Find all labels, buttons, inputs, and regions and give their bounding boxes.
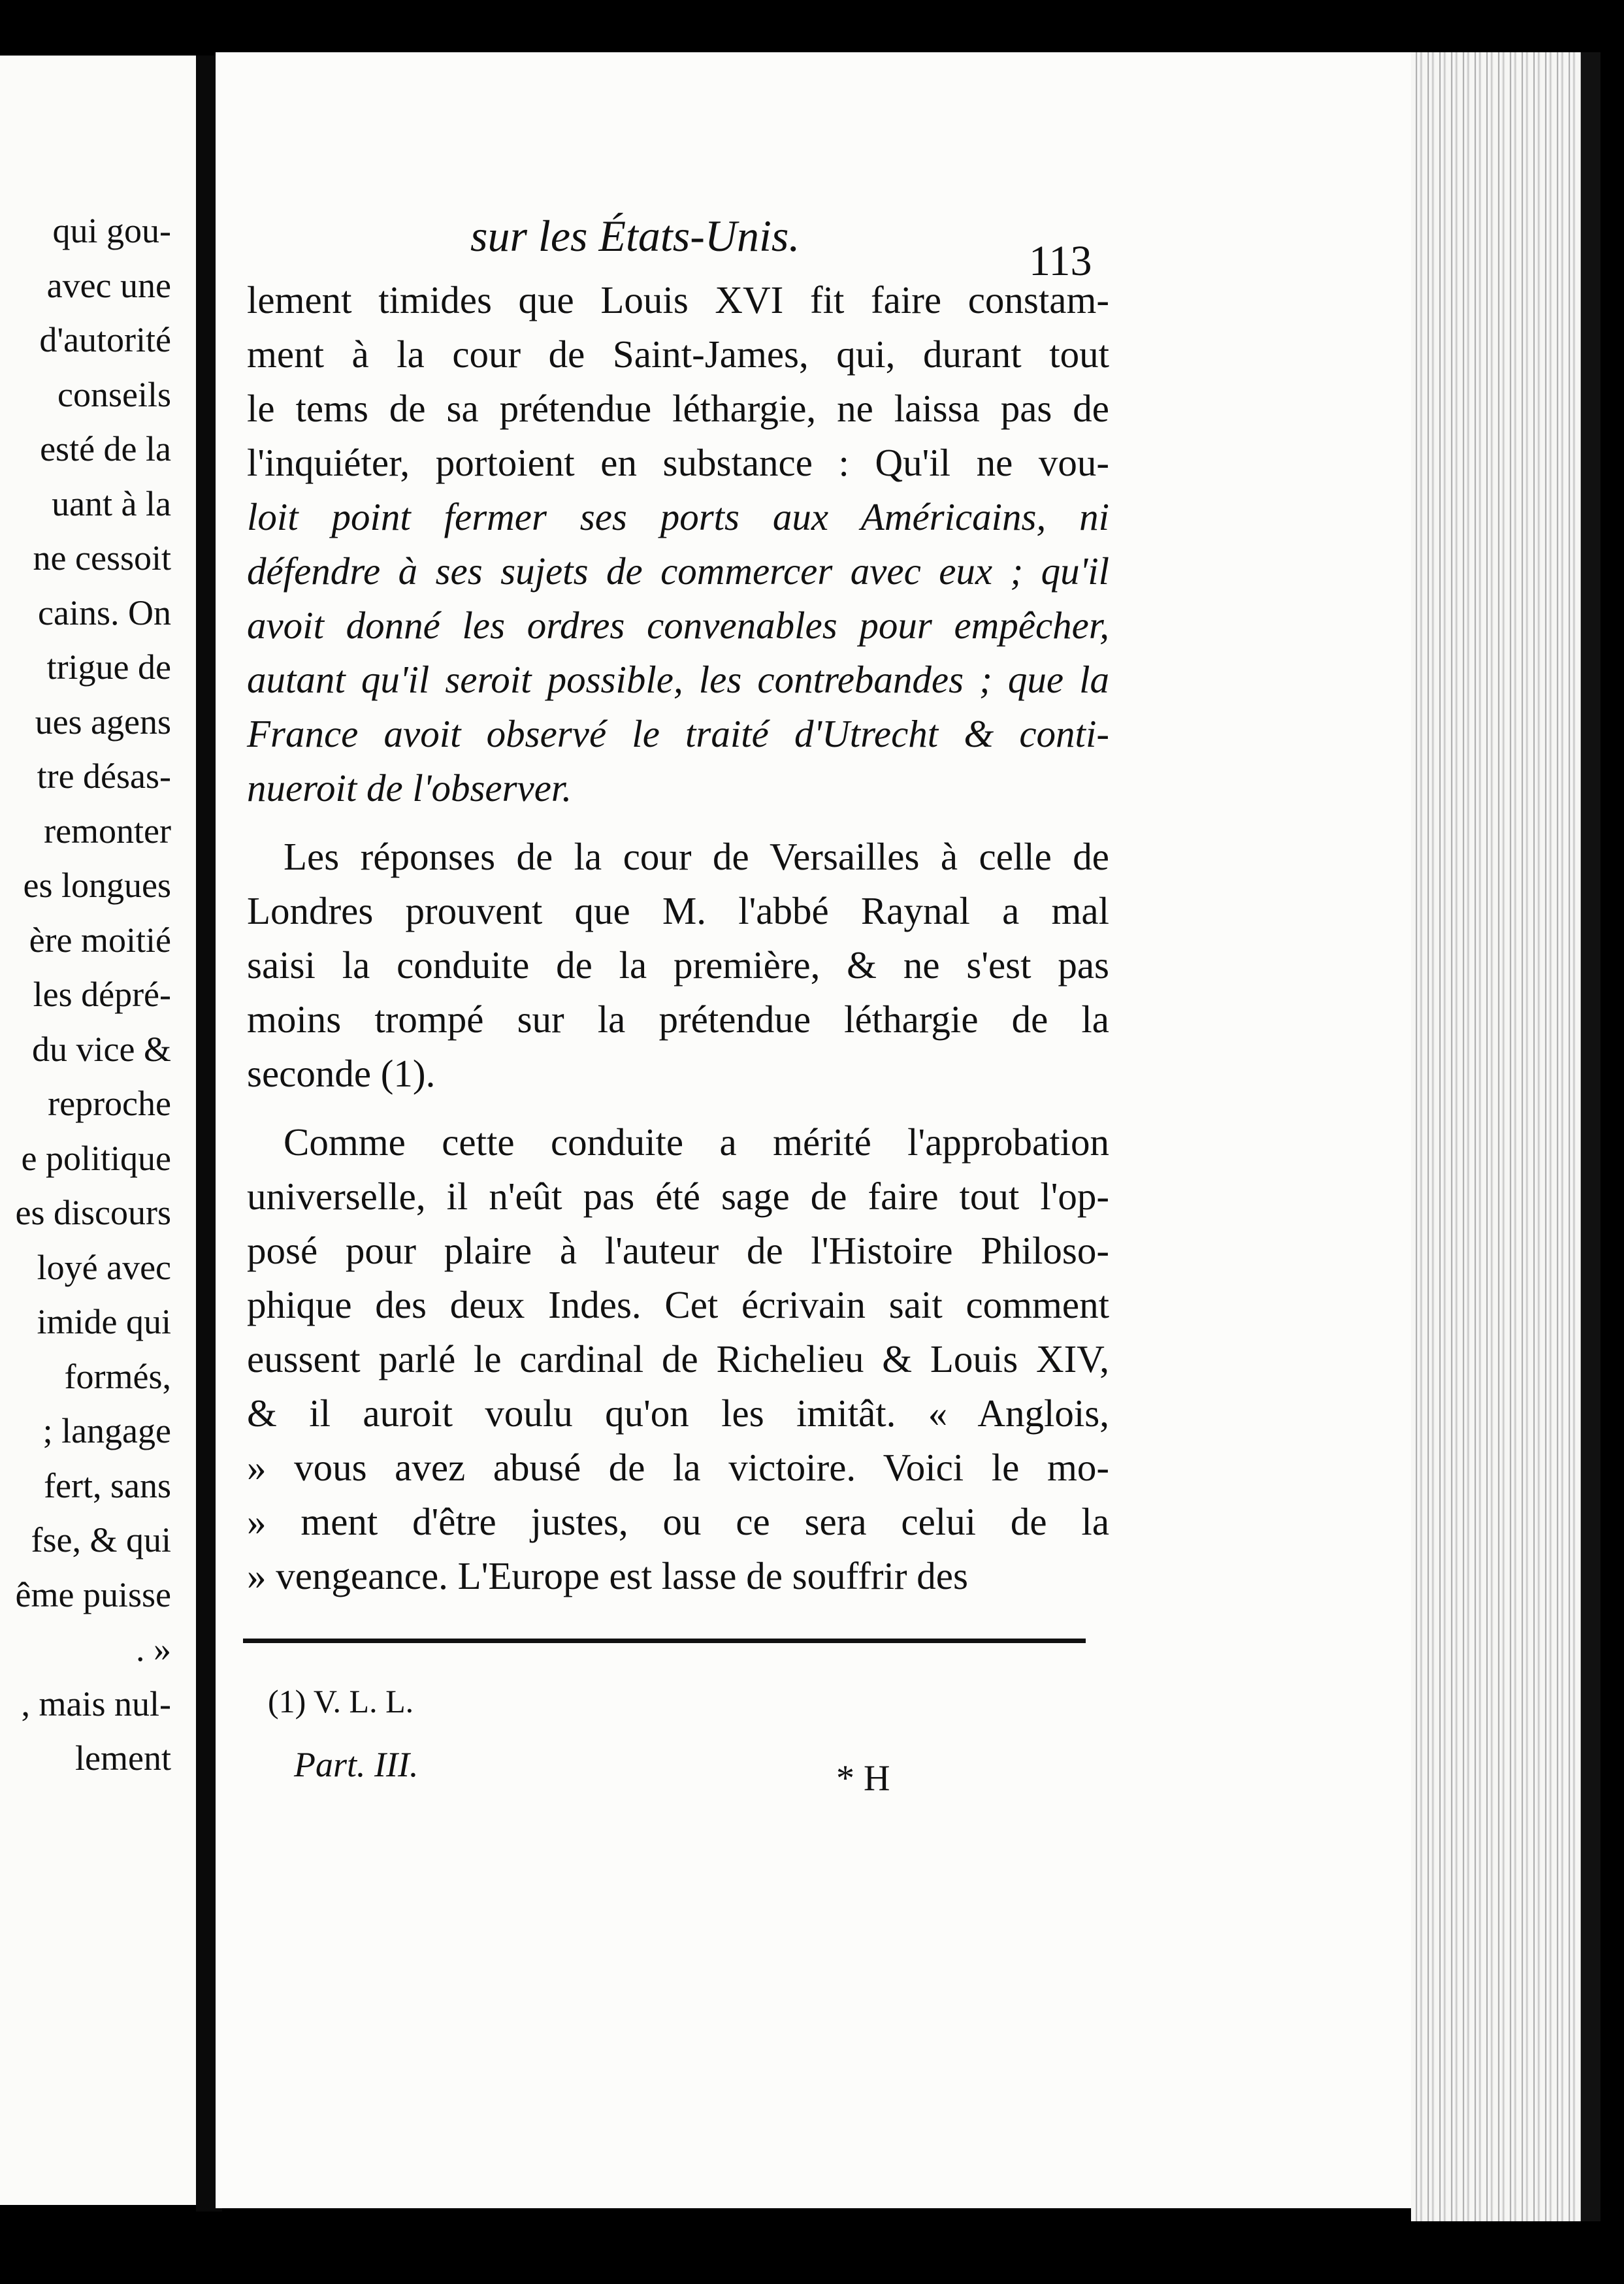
left-page-fragment: loyé avec <box>37 1247 171 1287</box>
text-line: » vengeance. L'Europe est lasse de souffrir des <box>247 1554 968 1597</box>
text-line: défendre à ses sujets de commercer avec eux ; qu'il <box>247 549 1109 593</box>
left-page-fragment: ême puisse <box>15 1574 171 1614</box>
body-text <box>247 273 1109 1603</box>
left-page-fragment: ; langage <box>42 1411 171 1450</box>
text-line: le tems de sa prétendue léthargie, ne laissa pas de <box>247 387 1109 430</box>
left-page-fragment: ues agens <box>35 702 171 742</box>
left-page-fragment: fse, & qui <box>31 1520 171 1559</box>
left-page-fragment: uant à la <box>52 483 171 523</box>
left-page-fragment: d'autorité <box>39 320 171 359</box>
text-line: moins trompé sur la prétendue léthargie de la <box>247 998 1109 1041</box>
text-line: posé pour plaire à l'auteur de l'Histoire Philoso- <box>247 1229 1109 1272</box>
text-line: » vous avez abusé de la victoire. Voici le mo- <box>247 1446 1109 1489</box>
left-page-fragment: esté de la <box>40 429 171 468</box>
left-page-fragment: avec une <box>46 265 171 305</box>
text-line: avoit donné les ordres convenables pour empêcher, <box>247 604 1109 647</box>
text-line: seconde (1). <box>247 1052 436 1095</box>
text-line: nueroit de l'observer. <box>247 766 572 809</box>
text-line: autant qu'il seroit possible, les contrebandes ; que la <box>247 658 1109 701</box>
left-page-fragment: remonter <box>44 811 171 851</box>
text-line: universelle, il n'eût pas été sage de faire tout l'op- <box>247 1175 1109 1218</box>
left-page-fragment: lement <box>75 1738 171 1778</box>
left-page <box>0 56 196 2205</box>
text-line: & il auroit voulu qu'on les imitât. « Anglois, <box>247 1392 1109 1435</box>
text-line: phique des deux Indes. Cet écrivain sait comment <box>247 1283 1109 1326</box>
left-page-fragment: fert, sans <box>44 1465 171 1505</box>
running-head: sur les États-Unis. <box>470 211 800 261</box>
text-line: saisi la conduite de la première, & ne s'est pas <box>247 943 1109 987</box>
text-line: loit point fermer ses ports aux Américains, ni <box>247 495 1109 538</box>
text-line: eussent parlé le cardinal de Richelieu & Louis XIV, <box>247 1337 1109 1380</box>
left-page-fragment: tre désas- <box>37 757 171 796</box>
text-line: lement timides que Louis XVI fit faire constam- <box>247 278 1109 321</box>
left-page-fragment: ne cessoit <box>33 538 171 578</box>
left-page-fragment: ère moitié <box>29 920 171 960</box>
left-page-fragment: cains. On <box>38 593 171 632</box>
signature-mark: * H <box>836 1758 890 1799</box>
left-page-fragment: es discours <box>15 1193 171 1232</box>
footnote: (1) V. L. L. <box>268 1683 414 1720</box>
text-line: Londres prouvent que M. l'abbé Raynal a mal <box>247 889 1109 932</box>
left-page-fragment: du vice & <box>32 1029 171 1069</box>
left-page-fragment: formés, <box>64 1356 171 1396</box>
left-page-fragment: . » <box>136 1629 171 1669</box>
left-page-fragment: reproche <box>48 1084 171 1123</box>
left-page-fragment: trigue de <box>46 647 171 687</box>
page-number: 113 <box>1029 237 1092 285</box>
edge-shadow <box>1581 52 1600 2221</box>
page-edges <box>1411 52 1600 2221</box>
left-page-fragment: conseils <box>57 374 171 414</box>
left-page-fragment: imide qui <box>37 1302 171 1341</box>
left-page-fragment: les dépré- <box>33 975 171 1014</box>
text-line: l'inquiéter, portoient en substance : Qu'il ne vou- <box>247 441 1109 484</box>
text-line: France avoit observé le traité d'Utrecht & conti- <box>247 712 1109 755</box>
part-label: Part. III. <box>294 1745 419 1784</box>
left-page-fragment: es longues <box>23 866 171 905</box>
text-line: ment à la cour de Saint-James, qui, durant tout <box>247 333 1109 376</box>
footnote-rule <box>243 1639 1086 1643</box>
left-page-fragment: , mais nul- <box>21 1684 171 1723</box>
left-page-fragment: qui gou- <box>52 211 171 250</box>
text-line: Comme cette conduite a mérité l'approbation <box>284 1120 1109 1164</box>
text-line: Les réponses de la cour de Versailles à celle de <box>284 835 1109 878</box>
left-page-fragment: e politique <box>21 1138 171 1178</box>
text-line: » ment d'être justes, ou ce sera celui de la <box>247 1500 1109 1543</box>
